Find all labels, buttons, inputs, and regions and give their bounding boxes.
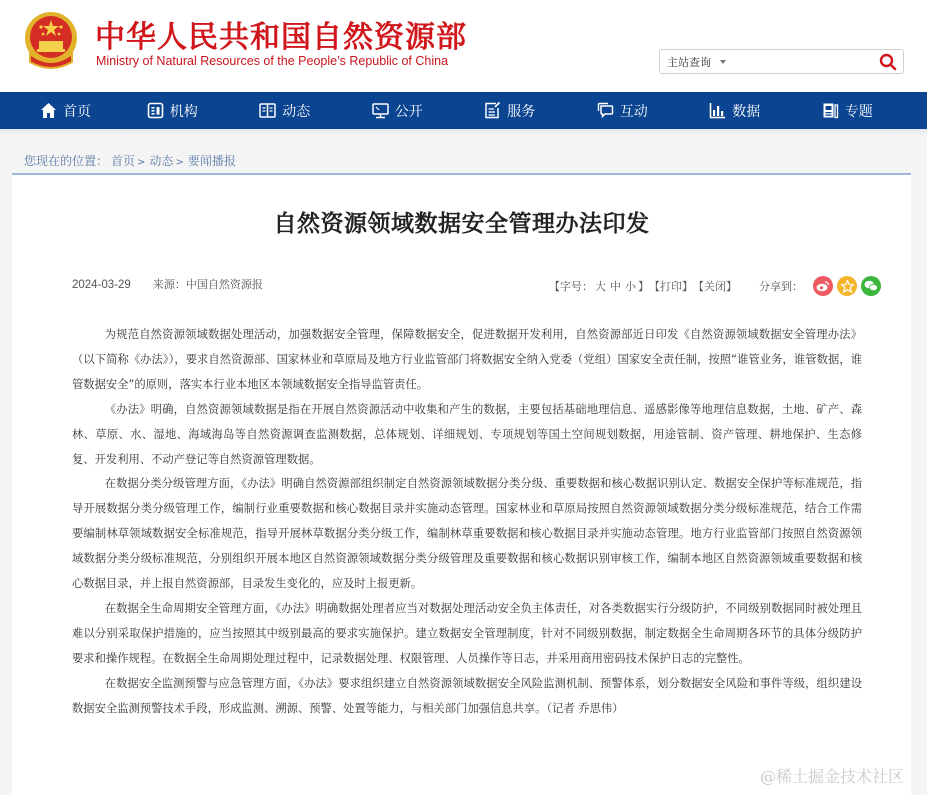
site-header — [0, 0, 927, 92]
share-label: 分享到： — [759, 280, 803, 293]
article-paragraph: 在数据安全监测预警与应急管理方面，《办法》要求组织建立自然资源领域数据安全风险监测机制、预警体系，划分数据安全风险和事件等级，组织建设数据安全监测预警技术手段，形成监测、溯源、预警、处置等能力，与相关部门加强信息共享。（记者 乔思伟） — [72, 676, 862, 715]
breadcrumb-separator: > — [137, 157, 146, 168]
nav-item-home[interactable] — [26, 92, 116, 129]
font-size-large[interactable]: 大 — [595, 280, 606, 293]
book-icon — [259, 102, 276, 119]
breadcrumb-headlines[interactable]: 要闻播报 — [187, 154, 236, 168]
home-icon — [40, 102, 57, 119]
article-title: 自然资源领域数据安全管理办法印发 — [273, 211, 650, 237]
font-size-medium[interactable]: 中 — [610, 280, 621, 293]
site-title-en: Ministry of Natural Resources of the People’s Republic of China — [96, 54, 449, 68]
article-paragraph: 《办法》明确，自然资源领域数据是指在开展自然资源活动中收集和产生的数据，主要包括基础地理信息、遥感影像等地理信息数据，土地、矿产、森林、草原、水、湿地、海域海岛等自然资源调查监测数据，总体规划、详细规划、专项规划等国土空间规划数据，用途管制、资产管理、耕地保护、生态修复、开发利用、不动产登记等自然资源管理数据。 — [72, 402, 862, 466]
source-label: 来源： — [152, 278, 186, 291]
breadcrumb — [24, 152, 236, 169]
breadcrumb-prefix: 您现在的位置： — [24, 154, 109, 168]
nav-item-public[interactable] — [341, 92, 454, 129]
font-size-close: 】 — [638, 280, 649, 293]
breadcrumb-separator: > — [175, 157, 184, 168]
qzone-share-icon[interactable] — [837, 276, 857, 296]
close-button[interactable]: 【关闭】 — [693, 280, 737, 293]
nav-item-org[interactable] — [116, 92, 229, 129]
nav-shadow — [0, 129, 927, 135]
nav-item-news[interactable] — [229, 92, 342, 129]
search-input[interactable] — [740, 52, 870, 71]
weibo-share-icon[interactable] — [813, 276, 833, 296]
nav-item-service[interactable] — [454, 92, 567, 129]
nav-item-label: 机构 — [169, 103, 198, 120]
article-paragraph: 在数据全生命周期安全管理方面，《办法》明确数据处理者应当对数据处理活动安全负主体责任，对各类数据实行分级防护，不同级别数据同时被处理且难以分别采取保护措施的，应当按照其中级别最高的要求实施保护。建立数据安全管理制度，针对不同级别数据，制定数据全生命周期各环节的具体分级防护要求和操作规程。在数据全生命周期处理过程中，记录数据处理、权限管理、人员操作等日志，并采用商用密码技术保护日志的完整性。 — [72, 601, 862, 665]
search-scope-select[interactable]: 主站查询 — [667, 56, 711, 69]
org-icon — [147, 102, 164, 119]
newspaper-icon — [822, 102, 839, 119]
nav-item-label: 服务 — [507, 103, 536, 120]
breadcrumb-news[interactable]: 动态 — [149, 154, 174, 168]
nav-item-data[interactable] — [679, 92, 792, 129]
national-emblem-icon[interactable] — [22, 10, 80, 72]
wechat-share-icon[interactable] — [861, 276, 881, 296]
article-paragraph: 在数据分类分级管理方面，《办法》明确自然资源部组织制定自然资源领域数据分类分级、重要数据和核心数据识别认定、数据安全保护等标准规范，指导开展数据分类分级管理工作，编制行业重要数据和核心数据目录并实施动态管理。国家林业和草原局按照自然资源领域数据分类分级标准规范，结合工作需要编制林草领域数据安全标准规范，指导开展林草数据分类分级工作，编制林草重要数据和核心数据目录并实施动态管理。地方行业监管部门按照自然资源领域数据分类分级标准规范，分别组织开展本地区自然资源领域数据分类分级管理及重要数据和核心数据识别审核工作，编制本地区自然资源领域重要数据和核心数据目录，并上报自然资源部，目录发生变化的，应及时上报更新。 — [72, 477, 862, 591]
article-meta — [72, 276, 263, 292]
chat-icon — [597, 102, 614, 119]
article-date: 2024-03-29 — [72, 279, 131, 291]
print-button[interactable]: 【打印】 — [649, 280, 693, 293]
edit-doc-icon — [484, 102, 501, 119]
article-paragraph: 为规范自然资源领域数据处理活动，加强数据安全管理，保障数据安全，促进数据开发利用，自然资源部近日印发《自然资源领域数据安全管理办法》（以下简称《办法》），要求自然资源部、国家林业和草原局及地方行业监管部门将数据安全纳入党委（党组）国家安全责任制，按照“谁管业务，谁管数据，谁管数据安全”的原则，落实本行业本地区本领域数据安全指导监管责任。 — [72, 328, 862, 391]
article-body — [72, 323, 862, 722]
nav-item-label: 数据 — [732, 103, 761, 120]
font-size-label: 【字号： — [549, 280, 593, 293]
breadcrumb-home[interactable]: 首页 — [111, 154, 136, 168]
search-icon[interactable] — [879, 53, 897, 71]
article-tools — [549, 276, 881, 296]
article-card — [12, 173, 911, 795]
site-search — [659, 49, 904, 74]
main-nav — [0, 92, 927, 129]
watermark: @稀土掘金技术社区 — [760, 767, 905, 786]
article-source: 中国自然资源报 — [185, 278, 263, 291]
nav-item-topics[interactable] — [791, 92, 904, 129]
bar-chart-icon — [709, 102, 726, 119]
site-title-cn: 中华人民共和国自然资源部 — [95, 20, 467, 55]
nav-item-label: 动态 — [282, 103, 311, 120]
nav-item-interact[interactable] — [566, 92, 679, 129]
nav-item-label: 互动 — [619, 103, 648, 120]
nav-item-label: 首页 — [63, 103, 91, 120]
chevron-down-icon[interactable] — [720, 60, 726, 64]
nav-item-label: 专题 — [844, 103, 873, 120]
font-size-small[interactable]: 小 — [625, 280, 636, 293]
nav-item-label: 公开 — [394, 103, 423, 120]
monitor-icon — [372, 102, 389, 119]
